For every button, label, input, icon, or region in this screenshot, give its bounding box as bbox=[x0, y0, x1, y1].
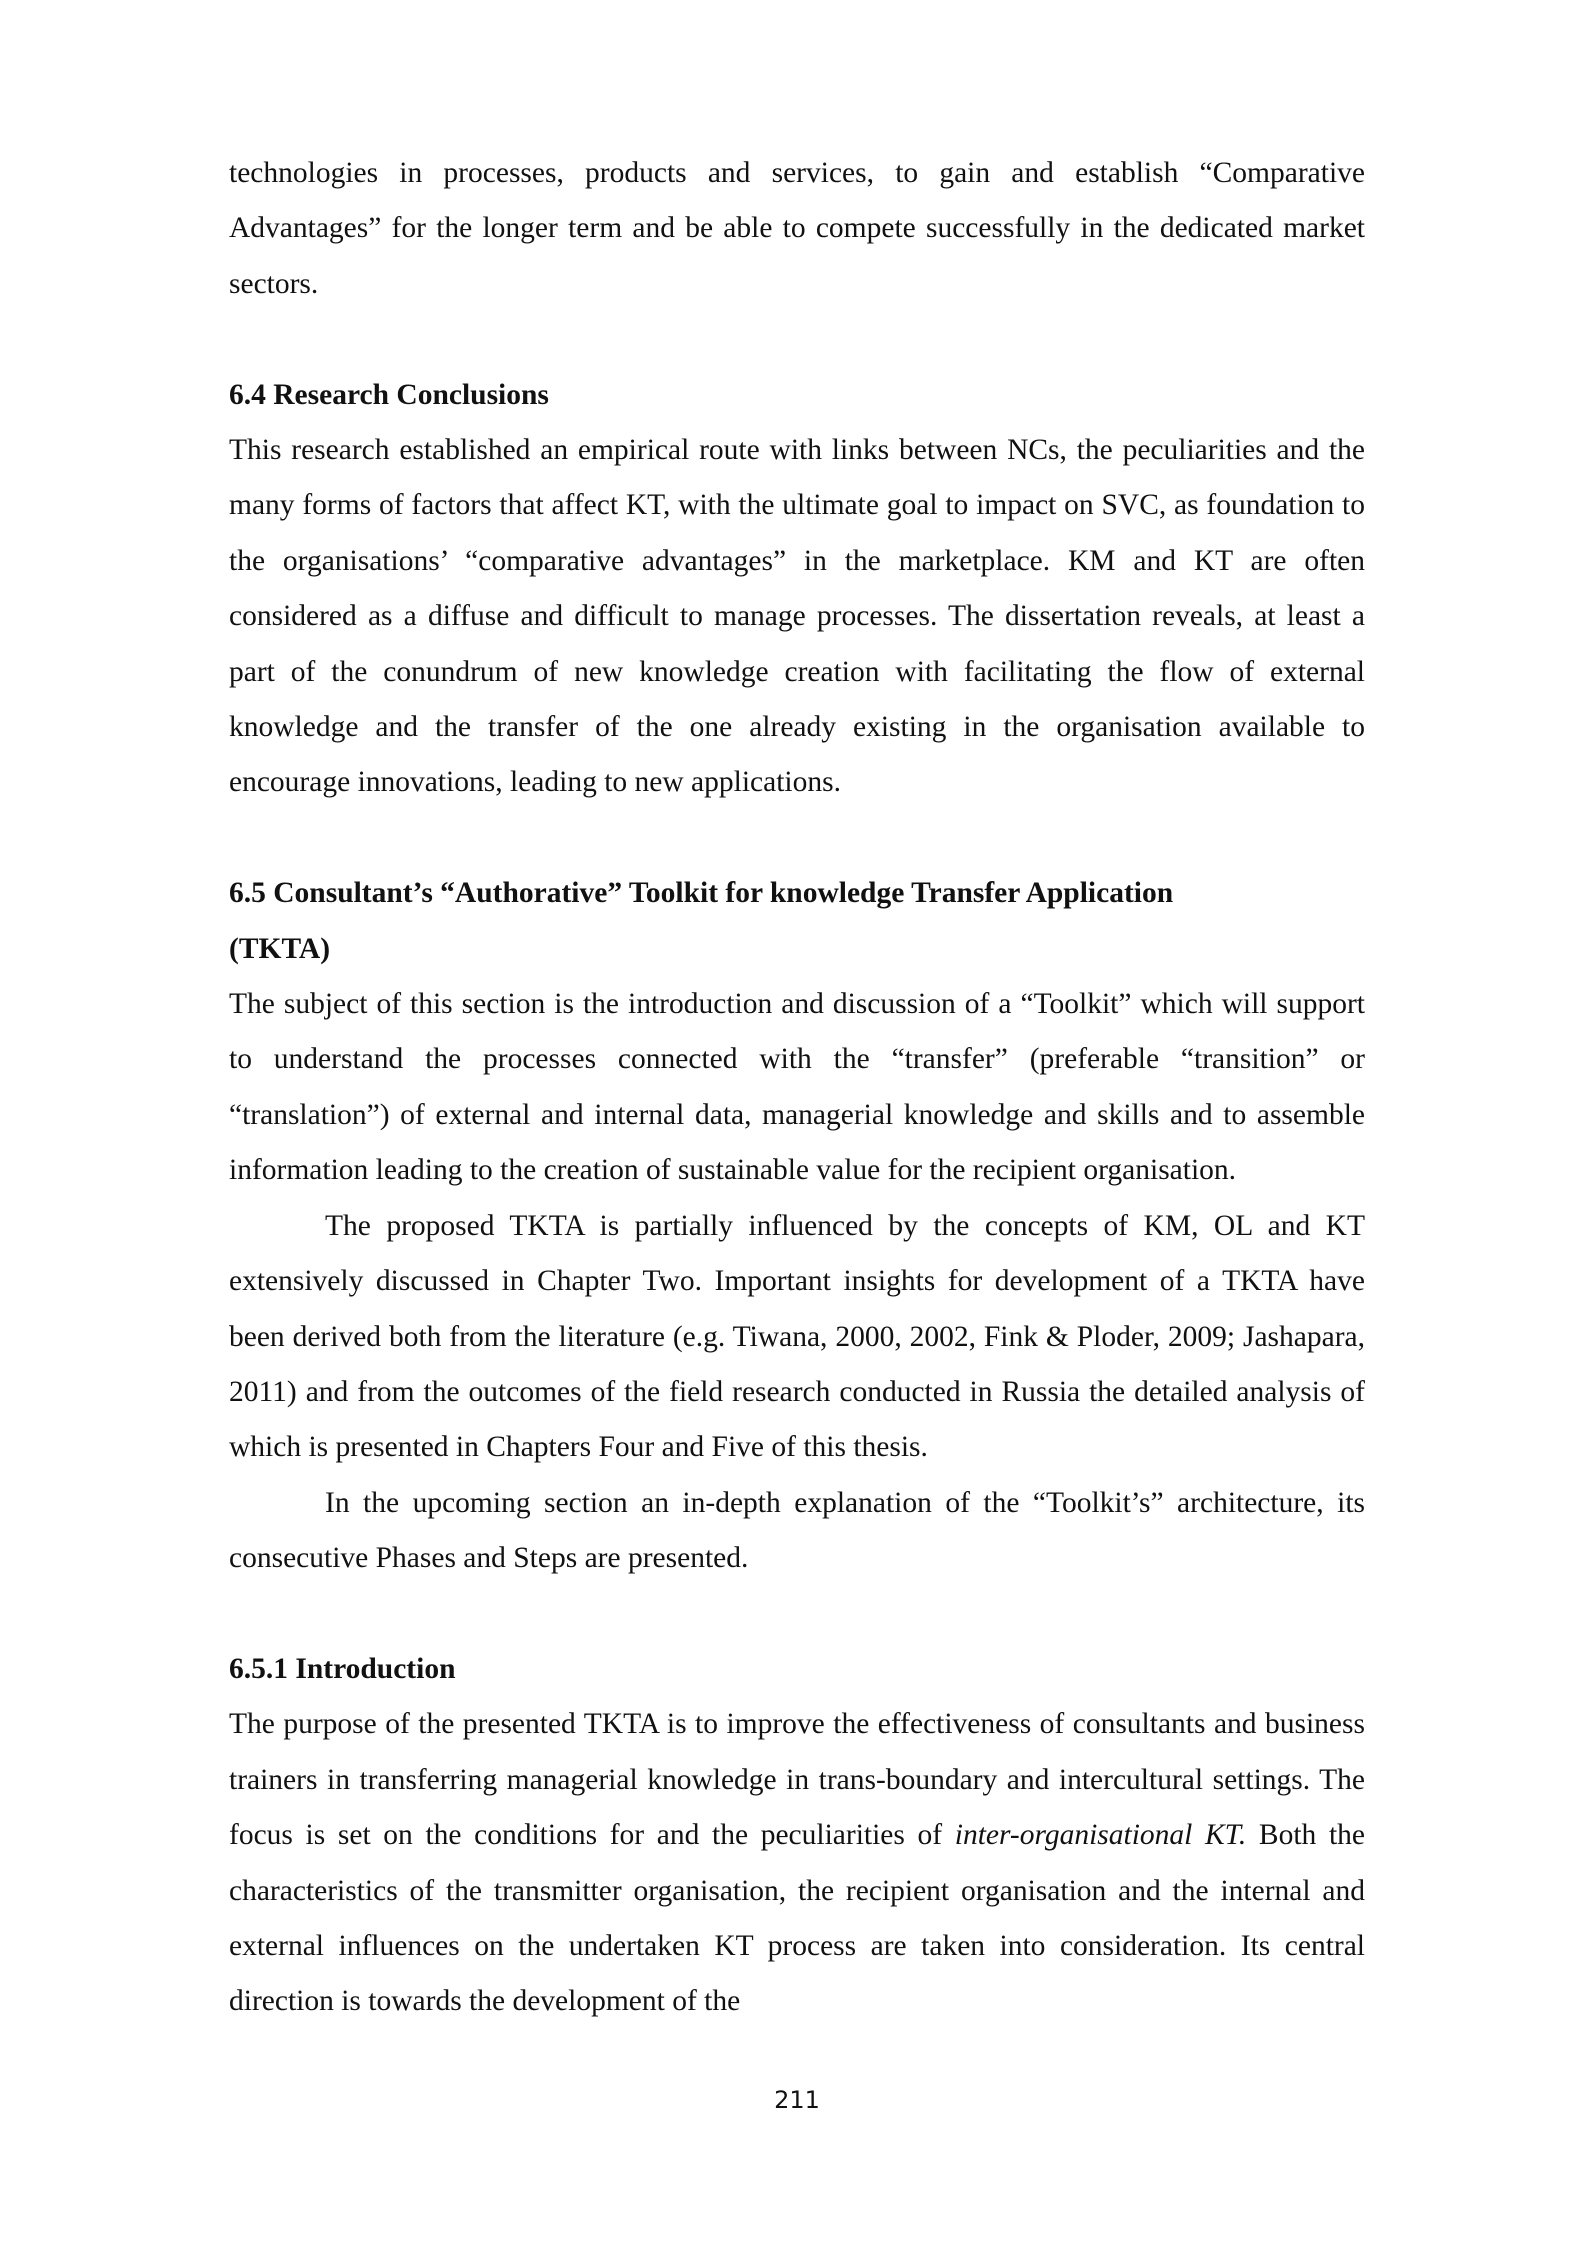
spacer bbox=[229, 1587, 1365, 1642]
introduction-text-part1: The purpose of the presented TKTA is to improve the effectiveness of consultants and business trainers in transferring managerial knowledge in trans-boundary and intercultural settings. The focus is set on the conditions for and the peculiarities of bbox=[229, 1708, 1365, 1852]
spacer bbox=[229, 811, 1365, 866]
section-heading-6-4: 6.4 Research Conclusions bbox=[229, 378, 549, 411]
page-number: 211 bbox=[774, 2086, 820, 2114]
introduction-text-italic: inter-organisational KT. bbox=[954, 1819, 1247, 1852]
section-heading-6-5-line1: 6.5 Consultant’s “Authorative” Toolkit for knowledge Transfer Application bbox=[229, 877, 1174, 910]
introduction-text-part2: Both the characteristics of the transmitter organisation, the recipient organisation and the internal and external influences on the undertaken KT process are taken into consideration. Its central direction is towards the development of the bbox=[229, 1819, 1365, 2018]
section-heading-6-5-1: 6.5.1 Introduction bbox=[229, 1652, 456, 1685]
introduction-paragraph bbox=[229, 1697, 1365, 2029]
continuation-paragraph: technologies in processes, products and services, to gain and establish “Comparative Advantages” for the longer term and be able to compete successfully in the dedicated market sectors. bbox=[229, 157, 1365, 300]
spacer bbox=[229, 312, 1365, 367]
toolkit-intro-paragraph: The subject of this section is the introduction and discussion of a “Toolkit” which will support to understand the processes connected with the “transfer” (preferable “transition” or “translation”) of external and internal data, managerial knowledge and skills and to assemble information leading to the creation of sustainable value for the recipient organisation. bbox=[229, 988, 1365, 1187]
section-heading-6-5-line2: (TKTA) bbox=[229, 932, 331, 965]
toolkit-architecture-paragraph: In the upcoming section an in-depth explanation of the “Toolkit’s” architecture, its consecutive Phases and Steps are presented. bbox=[229, 1486, 1365, 1575]
page-body bbox=[229, 146, 1365, 2030]
tkta-influences-paragraph: The proposed TKTA is partially influenced by the concepts of KM, OL and KT extensively discussed in Chapter Two. Important insights for development of a TKTA have been derived both from the literature (e.g. Tiwana, 2000, 2002, Fink & Ploder, 2009; Jashapara, 2011) and from the outcomes of the field research conducted in Russia the detailed analysis of which is presented in Chapters Four and Five of this thesis. bbox=[229, 1209, 1365, 1464]
research-conclusions-paragraph: This research established an empirical route with links between NCs, the peculiarities and the many forms of factors that affect KT, with the ultimate goal to impact on SVC, as foundation to the organisations’ “comparative advantages” in the marketplace. KM and KT are often considered as a diffuse and difficult to manage processes. The dissertation reveals, at least a part of the conundrum of new knowledge creation with facilitating the flow of external knowledge and the transfer of the one already existing in the organisation available to encourage innovations, leading to new applications. bbox=[229, 434, 1365, 799]
section-heading-6-5 bbox=[229, 866, 1365, 977]
